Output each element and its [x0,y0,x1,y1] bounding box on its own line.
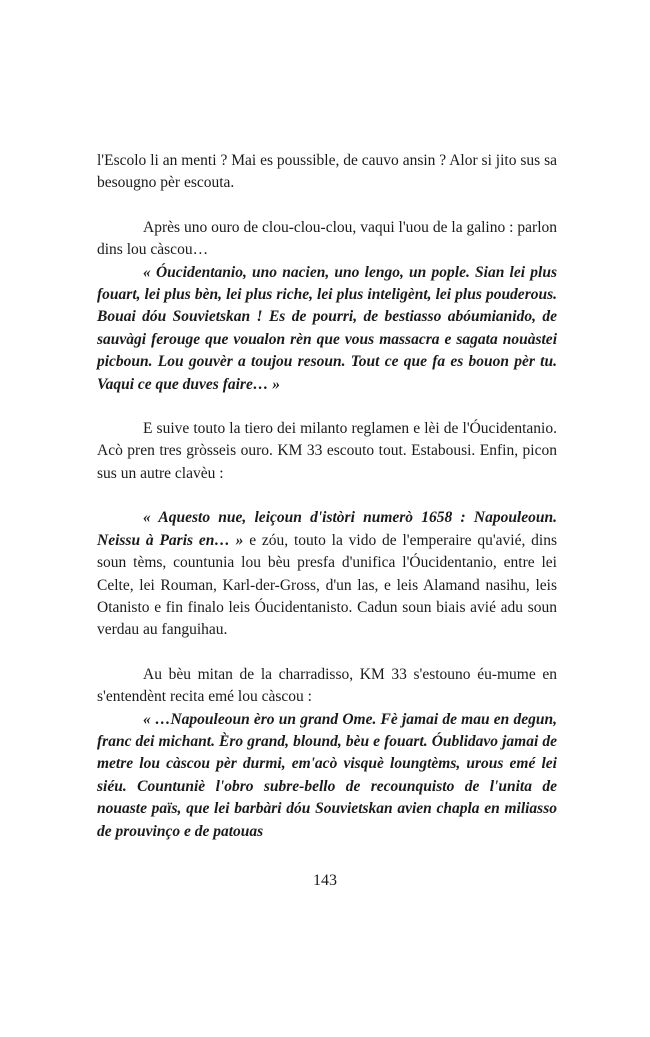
quote-broadcast: « Óucidentanio, uno nacien, uno lengo, un pople. Sian lei plus fouart, lei plus bèn, lei plus riche, lei plus inteligènt, lei plus pouderous. Bouai dóu Souvietskan ! Es de pourri, de bestiasso abóumianido, de sauvàgi ferouge que voualon rèn que vous massacra e sagata nouàstei picboun. Lou gouvèr a toujou resoun. Tout ce que fa es bouon pèr tu. Vaqui ce que duves faire… » [97,263,557,393]
page-body [97,150,557,843]
paragraph-2: Après uno ouro de clou-clou-clou, vaqui l'uou de la galino : parlon dins lou càscou… [97,218,557,259]
paragraph-4: E suive touto la tiero dei milanto reglamen e lèi de l'Óucidentanio. Acò pren tres gròsseis ouro. KM 33 escouto tout. Estabousi. Enfin, picon sus un autre clavèu : [97,420,557,482]
paragraph-gap [97,195,557,217]
paragraph-1: l'Escolo li an menti ? Mai es poussible, de cauvo ansin ? Alor si jito sus sa besougno pèr escouta. [97,152,557,192]
paragraph-gap [97,485,557,507]
paragraph-6: Au bèu mitan de la charradisso, KM 33 s'estouno éu-mume en s'entendènt recita emé lou càscou : [97,665,557,706]
paragraph-5 [97,507,557,641]
paragraph-gap [97,396,557,418]
paragraph-gap [97,642,557,664]
page-number: 143 [313,872,337,889]
paragraph-5-rest: e zóu, touto la vido de l'emperaire qu'avié, dins soun tèms, countunia lou bèu presfa d'unifica l'Óucidentanio, entre lei Celte, lei Rouman, Karl-der-Gross, d'un las, e leis Alamand nasihu, leis Otanisto e fin finalo leis Óucidentanisto. Cadun soun biais avié adu soun verdau au fanguihau. [97,531,558,639]
quote-napoleon: « …Napouleoun èro un grand Ome. Fè jamai de mau en degun, franc dei michant. Èro grand, blound, bèu e fouart. Óublidavo jamai de metre lou càscou pèr durmi, em'acò visquè loungtèms, urous emé lei siéu. Countuniè l'obro subre-bello de recounquisto de l'unita de nouaste païs, que lei barbàri dóu Souvietskan avien chapla en miliasso de prouvinço e de patouas [97,710,557,840]
quote-history-lesson: « Aquesto nue, leiçoun d'istòri numerò 1658 : Napouleoun. Neissu à Paris en… » [97,509,557,549]
